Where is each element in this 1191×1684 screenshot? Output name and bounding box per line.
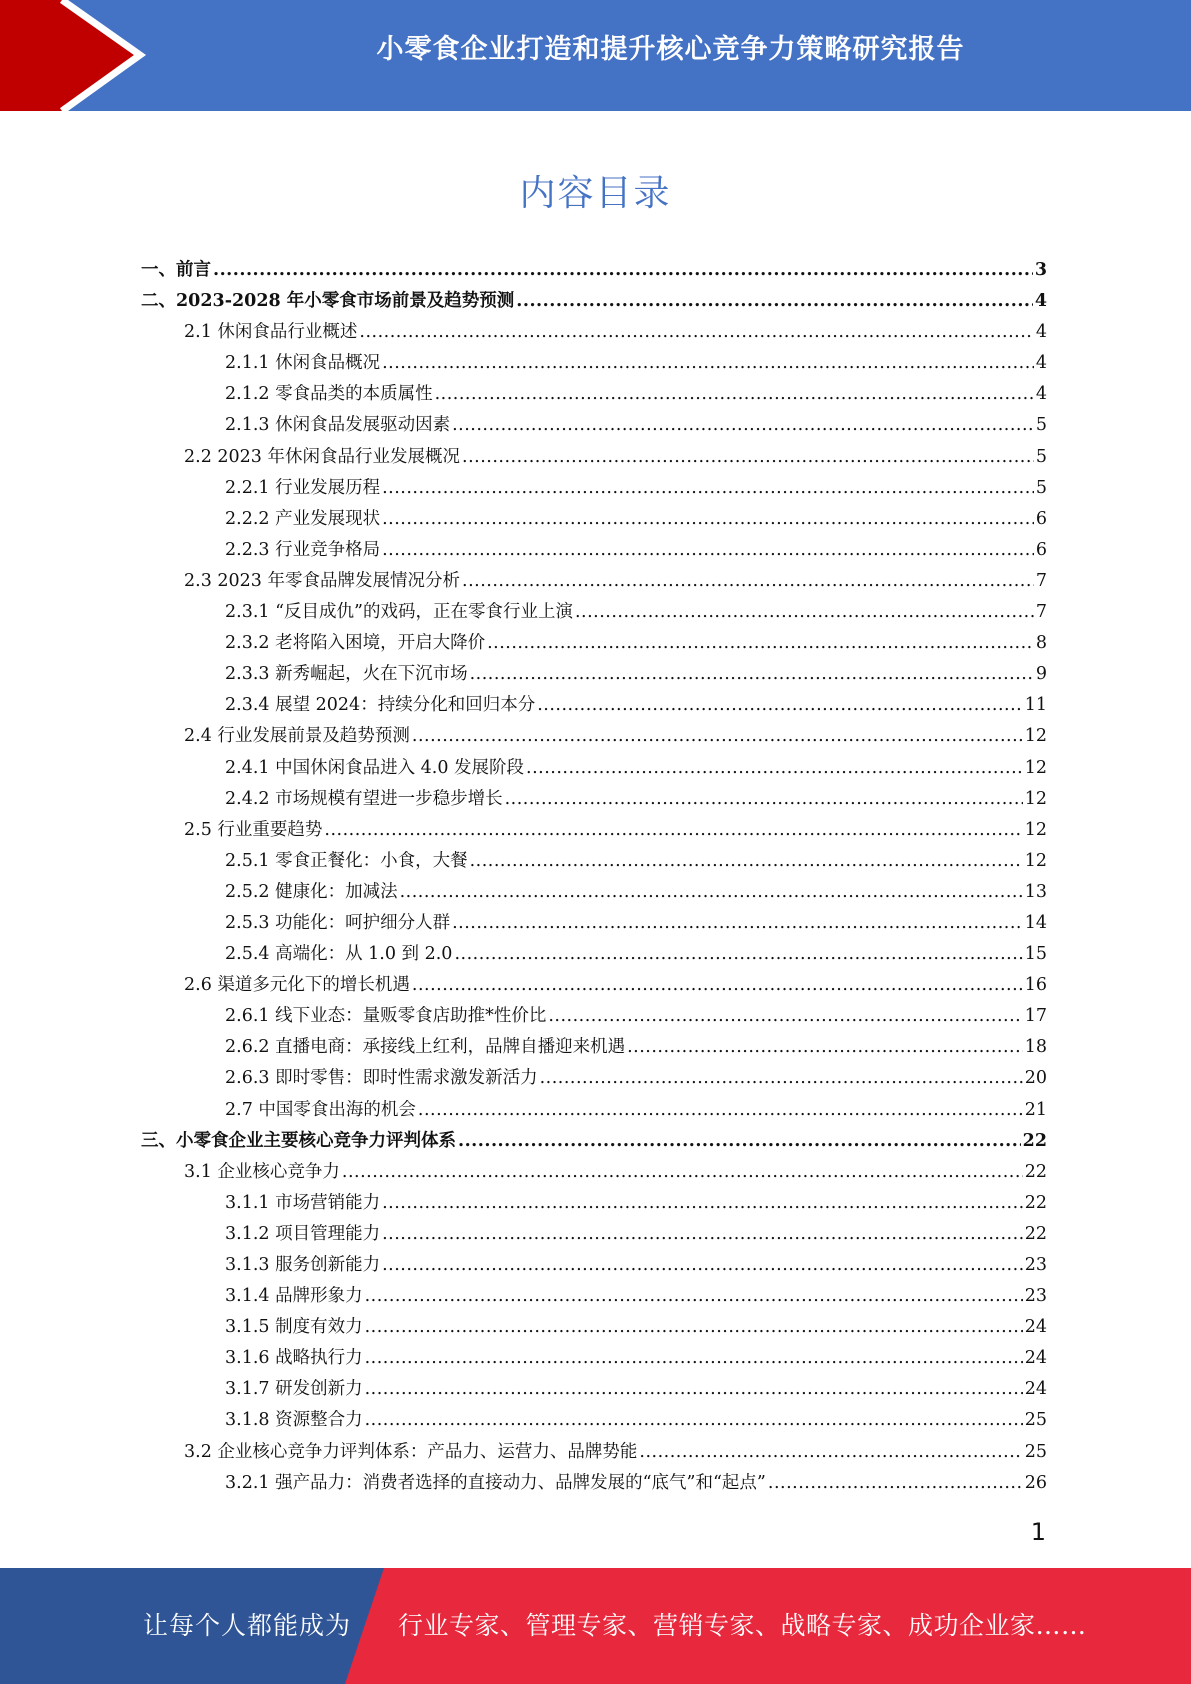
header-banner	[0, 0, 1191, 111]
toc-entry-page: 4	[1035, 322, 1047, 343]
toc-entry-title: 2.5.1 零食正餐化：小食，大餐	[225, 850, 468, 871]
toc-entry[interactable]	[141, 1437, 1047, 1468]
page-number: 1	[1030, 1518, 1046, 1546]
dot-leader	[213, 255, 1033, 286]
dot-leader	[639, 1437, 1022, 1468]
dot-leader	[382, 473, 1034, 504]
toc-entry[interactable]	[141, 566, 1047, 597]
dot-leader	[548, 1001, 1022, 1032]
toc-entry-page: 12	[1024, 788, 1047, 809]
toc-entry-title: 3.1.7 研发创新力	[225, 1379, 363, 1400]
toc-entry-title: 3.2 企业核心竞争力评判体系：产品力、运营力、品牌势能	[184, 1441, 638, 1462]
dot-leader	[382, 1188, 1023, 1219]
report-title: 小零食企业打造和提升核心竞争力策略研究报告	[376, 34, 965, 65]
toc-entry-title: 3.1.6 战略执行力	[225, 1348, 363, 1369]
toc-entry-title: 2.1.2 零食品类的本质属性	[225, 384, 433, 405]
toc-entry-title: 二、2023-2028 年小零食市场前景及趋势预测	[141, 291, 515, 312]
dot-leader	[452, 410, 1034, 441]
toc-entry-title: 2.2.1 行业发展历程	[225, 477, 381, 498]
toc-entry-title: 3.1.4 品牌形象力	[225, 1286, 363, 1307]
toc-entry-title: 2.6.2 直播电商：承接线上红利，品牌自播迎来机遇	[225, 1037, 626, 1058]
toc-entry-title: 2.2.2 产业发展现状	[225, 508, 381, 529]
toc-entry-page: 12	[1024, 726, 1047, 747]
toc-entry-page: 16	[1024, 975, 1047, 996]
toc-entry-page: 24	[1024, 1348, 1047, 1369]
toc-entry-title: 2.4 行业发展前景及趋势预测	[184, 726, 410, 747]
dot-leader	[365, 1343, 1023, 1374]
toc-entry-title: 2.2.3 行业竞争格局	[225, 539, 381, 560]
toc-entry[interactable]	[141, 286, 1047, 317]
toc-entry[interactable]	[141, 442, 1047, 473]
toc-entry[interactable]	[141, 1250, 1047, 1281]
toc-entry[interactable]	[141, 815, 1047, 846]
toc-entry[interactable]	[141, 628, 1047, 659]
toc-entry-title: 2.3.4 展望 2024：持续分化和回归本分	[225, 695, 536, 716]
toc-entry-title: 2.4.1 中国休闲食品进入 4.0 发展阶段	[225, 757, 525, 778]
toc-entry[interactable]	[141, 473, 1047, 504]
toc-entry-page: 8	[1035, 633, 1047, 654]
dot-leader	[526, 753, 1023, 784]
toc-entry-page: 11	[1024, 695, 1047, 716]
dot-leader	[365, 1312, 1023, 1343]
toc-entry-title: 2.5.3 功能化：呵护细分人群	[225, 912, 451, 933]
toc-entry-page: 9	[1035, 664, 1047, 685]
toc-entry-title: 3.1.3 服务创新能力	[225, 1255, 381, 1275]
table-of-contents	[141, 255, 1047, 1499]
toc-entry-title: 2.6.3 即时零售：即时性需求激发新活力	[225, 1068, 538, 1089]
toc-entry[interactable]	[141, 1312, 1047, 1343]
toc-entry-page: 23	[1024, 1255, 1047, 1275]
dot-leader	[627, 1032, 1023, 1063]
footer-slogan-left: 让每个人都能成为	[143, 1611, 352, 1640]
toc-entry-page: 23	[1024, 1286, 1047, 1307]
toc-entry[interactable]	[141, 1374, 1047, 1405]
toc-entry-page: 7	[1035, 570, 1047, 591]
dot-leader	[462, 566, 1034, 597]
dot-leader	[462, 442, 1034, 473]
toc-entry-title: 3.1.1 市场营销能力	[225, 1192, 381, 1213]
toc-entry[interactable]	[141, 597, 1047, 628]
dot-leader	[412, 970, 1023, 1001]
toc-entry-title: 2.7 中国零食出海的机会	[225, 1099, 416, 1120]
toc-entry-page: 21	[1024, 1099, 1047, 1120]
dot-leader	[540, 1063, 1023, 1094]
dot-leader	[400, 877, 1023, 908]
toc-entry-title: 2.1.3 休闲食品发展驱动因素	[225, 415, 451, 436]
toc-entry-page: 4	[1034, 291, 1047, 312]
toc-entry-page: 22	[1024, 1192, 1047, 1213]
toc-entry-title: 2.5.2 健康化：加减法	[225, 881, 398, 902]
toc-entry-title: 2.2 2023 年休闲食品行业发展概况	[184, 446, 460, 467]
dot-leader	[454, 939, 1022, 970]
toc-entry-page: 12	[1024, 819, 1047, 840]
toc-entry[interactable]	[141, 1095, 1047, 1126]
toc-entry-page: 22	[1024, 1223, 1047, 1244]
dot-leader	[365, 1405, 1023, 1436]
dot-leader	[458, 1126, 1021, 1157]
toc-entry[interactable]	[141, 753, 1047, 784]
toc-entry-title: 2.3.2 老将陷入困境，开启大降价	[225, 633, 486, 654]
toc-entry[interactable]	[141, 939, 1047, 970]
toc-entry-page: 17	[1024, 1006, 1047, 1027]
dot-leader	[575, 597, 1034, 628]
toc-entry-page: 14	[1024, 912, 1047, 933]
toc-entry[interactable]	[141, 1001, 1047, 1032]
dot-leader	[382, 348, 1034, 379]
toc-entry[interactable]	[141, 379, 1047, 410]
dot-leader	[382, 504, 1034, 535]
toc-entry[interactable]	[141, 535, 1047, 566]
toc-entry[interactable]	[141, 317, 1047, 348]
toc-entry-title: 3.1.2 项目管理能力	[225, 1223, 381, 1244]
dot-leader	[768, 1468, 1023, 1499]
dot-leader	[435, 379, 1034, 410]
toc-entry[interactable]	[141, 1468, 1047, 1499]
toc-entry-title: 2.5 行业重要趋势	[184, 819, 323, 840]
dot-leader	[505, 784, 1023, 815]
toc-entry-page: 25	[1024, 1441, 1047, 1462]
toc-entry-page: 24	[1024, 1379, 1047, 1400]
toc-entry[interactable]	[141, 1032, 1047, 1063]
toc-entry-page: 22	[1022, 1130, 1047, 1151]
toc-entry-page: 24	[1024, 1317, 1047, 1338]
dot-leader	[487, 628, 1034, 659]
toc-entry-page: 5	[1035, 446, 1047, 467]
footer-banner	[0, 1568, 1191, 1684]
footer-slogan-right: 行业专家、管理专家、营销专家、战略专家、成功企业家……	[398, 1611, 1087, 1640]
toc-entry[interactable]	[141, 690, 1047, 721]
toc-heading: 内容目录	[519, 173, 672, 214]
toc-entry-title: 3.1 企业核心竞争力	[184, 1161, 340, 1182]
dot-leader	[516, 286, 1033, 317]
toc-entry-page: 18	[1024, 1037, 1047, 1058]
toc-entry-title: 2.3.1 “反目成仇”的戏码，正在零食行业上演	[225, 602, 573, 623]
dot-leader	[418, 1095, 1023, 1126]
toc-entry[interactable]	[141, 348, 1047, 379]
toc-entry-title: 三、小零食企业主要核心竞争力评判体系	[141, 1130, 456, 1151]
toc-entry-title: 2.6.1 线下业态：量贩零食店助推*性价比	[225, 1006, 547, 1027]
dot-leader	[470, 659, 1034, 690]
toc-entry[interactable]	[141, 846, 1047, 877]
chevron-arrow-icon	[0, 0, 160, 111]
dot-leader	[537, 690, 1023, 721]
toc-entry-page: 12	[1024, 850, 1047, 871]
toc-entry[interactable]	[141, 877, 1047, 908]
toc-entry[interactable]	[141, 1405, 1047, 1436]
toc-entry-page: 26	[1024, 1472, 1047, 1493]
toc-entry[interactable]	[141, 970, 1047, 1001]
dot-leader	[365, 1374, 1023, 1405]
toc-entry[interactable]	[141, 410, 1047, 441]
toc-entry-page: 6	[1035, 539, 1047, 560]
dot-leader	[412, 721, 1023, 752]
toc-entry[interactable]	[141, 1063, 1047, 1094]
toc-entry-page: 13	[1024, 881, 1047, 902]
toc-entry-title: 2.5.4 高端化：从 1.0 到 2.0	[225, 944, 453, 965]
dot-leader	[382, 1250, 1023, 1281]
toc-entry-title: 3.1.8 资源整合力	[225, 1410, 363, 1431]
toc-entry[interactable]	[141, 1126, 1047, 1157]
toc-entry-title: 3.1.5 制度有效力	[225, 1317, 363, 1338]
toc-entry[interactable]	[141, 1157, 1047, 1188]
toc-entry[interactable]	[141, 1281, 1047, 1312]
toc-entry-page: 5	[1035, 415, 1047, 436]
dot-leader	[324, 815, 1022, 846]
toc-entry-title: 2.3 2023 年零食品牌发展情况分析	[184, 570, 460, 591]
toc-entry-title: 2.6 渠道多元化下的增长机遇	[184, 975, 410, 996]
toc-entry-page: 25	[1024, 1410, 1047, 1431]
toc-entry[interactable]	[141, 908, 1047, 939]
toc-entry-title: 2.4.2 市场规模有望进一步稳步增长	[225, 788, 503, 809]
toc-entry-page: 7	[1035, 602, 1047, 623]
dot-leader	[382, 535, 1034, 566]
dot-leader	[382, 1219, 1023, 1250]
toc-entry-title: 2.1 休闲食品行业概述	[184, 322, 358, 343]
toc-entry-page: 6	[1035, 508, 1047, 529]
toc-entry[interactable]	[141, 504, 1047, 535]
dot-leader	[365, 1281, 1023, 1312]
toc-entry-page: 15	[1024, 944, 1047, 965]
toc-entry-title: 2.1.1 休闲食品概况	[225, 353, 381, 374]
toc-entry-page: 12	[1024, 757, 1047, 778]
toc-entry[interactable]	[141, 255, 1047, 286]
toc-entry[interactable]	[141, 659, 1047, 690]
toc-entry-title: 一、前言	[141, 260, 211, 280]
toc-entry-page: 4	[1035, 353, 1047, 374]
dot-leader	[359, 317, 1033, 348]
toc-entry-page: 22	[1024, 1161, 1047, 1182]
dot-leader	[342, 1157, 1023, 1188]
toc-entry-page: 3	[1034, 260, 1047, 280]
toc-entry-page: 5	[1035, 477, 1047, 498]
toc-entry[interactable]	[141, 721, 1047, 752]
toc-entry[interactable]	[141, 1188, 1047, 1219]
toc-entry[interactable]	[141, 1219, 1047, 1250]
toc-entry-title: 3.2.1 强产品力：消费者选择的直接动力、品牌发展的“底气”和“起点”	[225, 1472, 766, 1493]
toc-entry-title: 2.3.3 新秀崛起，火在下沉市场	[225, 664, 468, 685]
toc-entry[interactable]	[141, 784, 1047, 815]
toc-entry-page: 20	[1024, 1068, 1047, 1089]
dot-leader	[452, 908, 1023, 939]
toc-entry[interactable]	[141, 1343, 1047, 1374]
dot-leader	[470, 846, 1023, 877]
toc-entry-page: 4	[1035, 384, 1047, 405]
